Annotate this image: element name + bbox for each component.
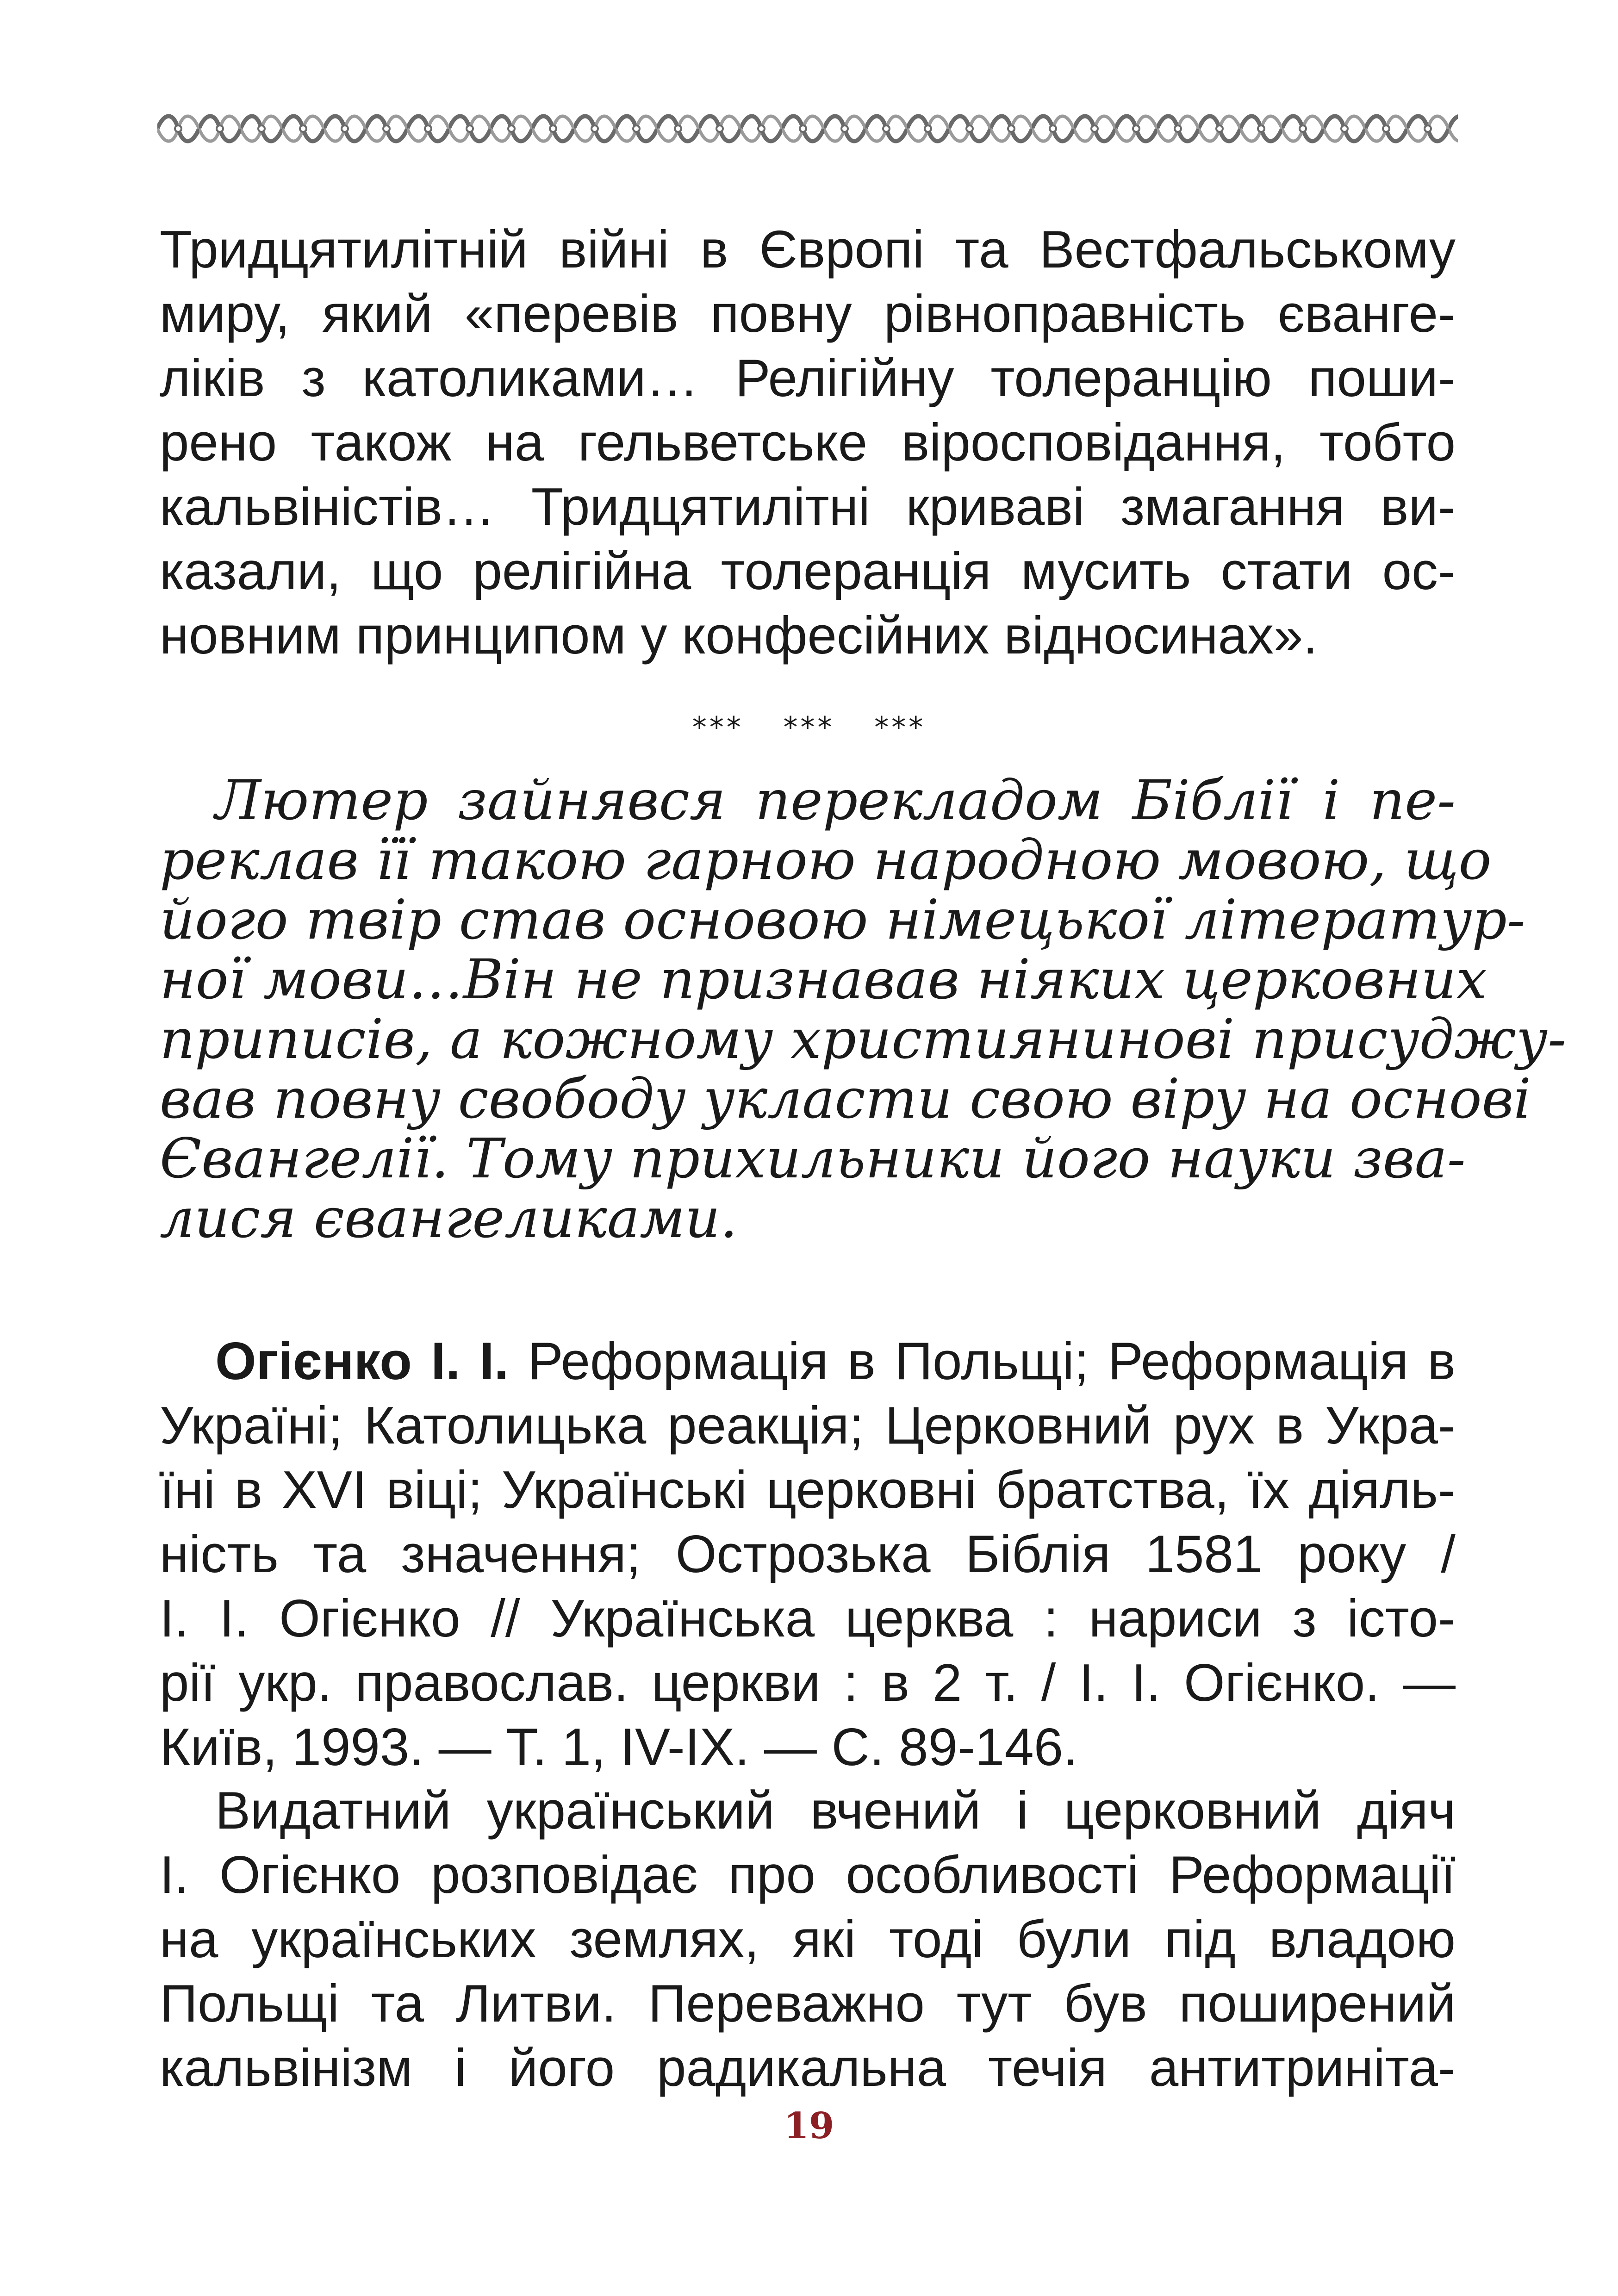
page-number: 19: [784, 2105, 834, 2147]
text-line: миру, який «перевів повну рівноправність єванге-: [160, 285, 1456, 343]
reference-author: Огієнко І. І.: [215, 1332, 509, 1391]
text-line: Київ, 1993. — Т. 1, IV-IX. — С. 89-146.: [160, 1718, 1078, 1777]
luther-quote: [160, 768, 1567, 1250]
reference-title-start: Реформація в Польщі; Реформація в: [509, 1332, 1456, 1391]
section-separator: *** *** ***: [692, 710, 926, 744]
text-line: ність та значення; Острозька Біблія 1581 року /: [160, 1525, 1456, 1584]
quote-line: Євангелії. Тому прихильники його науки зва-: [160, 1126, 1466, 1190]
quote-line: вав повну свободу укласти свою віру на основі: [160, 1067, 1531, 1131]
text-line: рії укр. православ. церкви : в 2 т. / І. І. Огієнко. —: [160, 1654, 1456, 1712]
reference-first-line: [160, 1329, 1456, 1394]
quote-line: його твір став основою німецької літератур-: [160, 888, 1525, 952]
text-line: ліків з католиками… Релігійну толеранцію поши-: [160, 349, 1456, 408]
quote-line: приписів, а кожному християнинові присуджу-: [160, 1007, 1567, 1071]
quote-line: лися євангеликами.: [160, 1186, 738, 1250]
header-ornament: [157, 107, 1458, 150]
quote-line: реклав її такою гарною народною мовою, що: [160, 828, 1492, 892]
text-line: І. Огієнко розповідає про особливості Реформації: [160, 1846, 1456, 1904]
paragraph-thirty-years-war: [160, 218, 1456, 668]
quote-line: Лютер зайнявся перекладом Біблії і пе-: [215, 768, 1456, 832]
text-line: кальвінізм і його радикальна течія антитриніта-: [160, 2039, 1456, 2097]
text-line: І. І. Огієнко // Українська церква : нариси з істо-: [160, 1589, 1456, 1648]
text-line: рено також на гельветське віросповідання, тобто: [160, 413, 1456, 472]
text-line: казали, що релігійна толеранція мусить стати ос-: [160, 542, 1456, 601]
text-line: Тридцятилітній війні в Європі та Вестфальському: [160, 220, 1456, 279]
quote-line: ної мови…Він не признавав ніяких церковних: [160, 947, 1487, 1011]
paragraph-ohienko: [160, 1779, 1456, 2100]
text-line: Польщі та Литви. Переважно тут був поширений: [160, 1974, 1456, 2033]
text-line: на українських землях, які тоді були під владою: [160, 1910, 1456, 1969]
text-line: Україні; Католицька реакція; Церковний рух в Укра-: [160, 1396, 1456, 1455]
text-line: кальвіністів… Тридцятилітні криваві змагання ви-: [160, 478, 1456, 536]
text-line: Видатний український вчений і церковний діяч: [215, 1781, 1456, 1840]
text-line: новним принципом у конфесійних відносинах».: [160, 606, 1318, 665]
bibliographic-reference: [160, 1329, 1456, 1780]
text-line: їні в XVI віці; Українські церковні братства, їх діяль-: [160, 1461, 1456, 1519]
